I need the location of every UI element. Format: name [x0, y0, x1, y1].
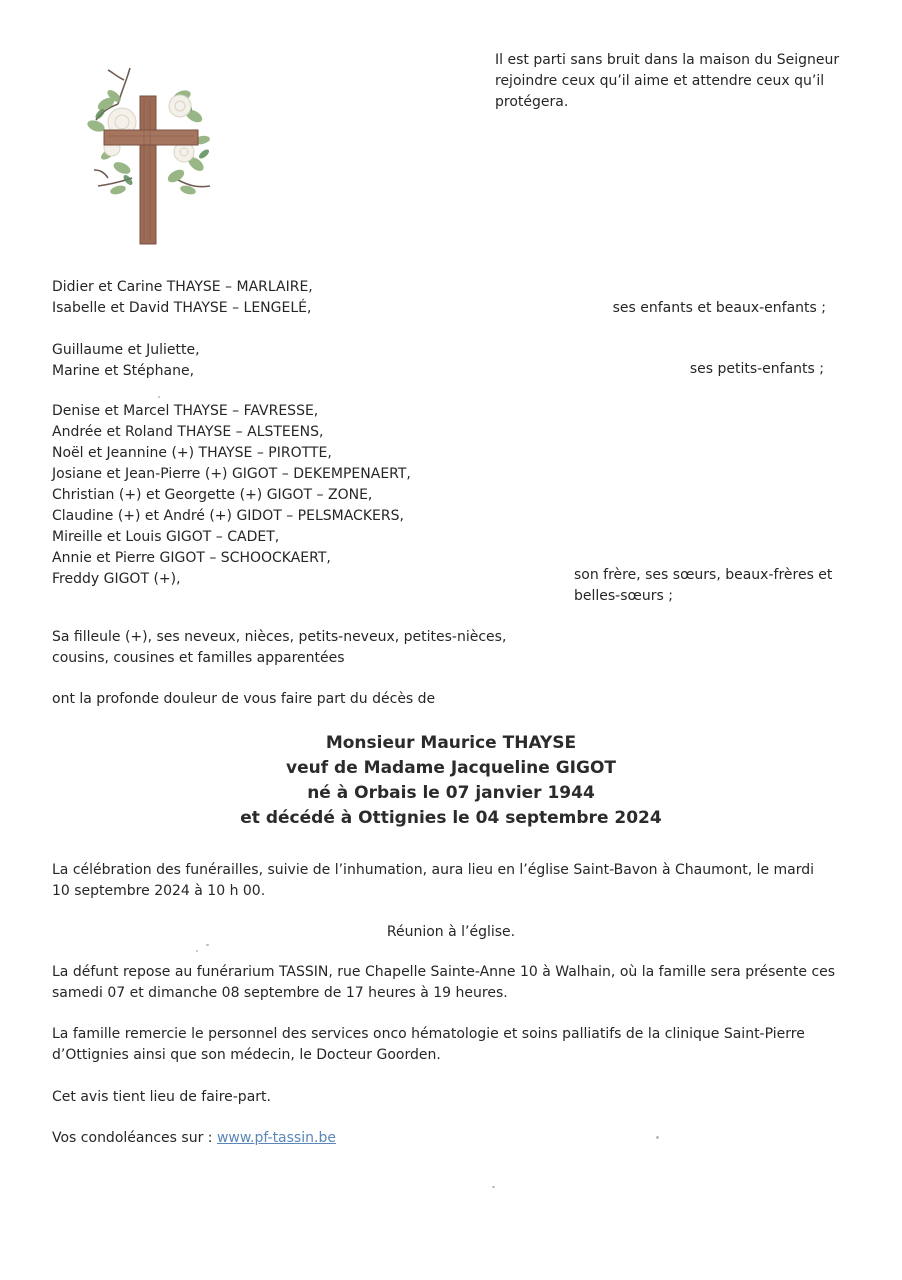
floral-cross-icon — [78, 60, 224, 248]
family-name: Guillaume et Juliette, — [52, 342, 200, 358]
family-name: Annie et Pierre GIGOT – SCHOOCKAERT, — [52, 550, 331, 566]
reunion-note: Réunion à l’église. — [386, 924, 516, 940]
family-siblings-role — [574, 565, 832, 607]
quote-line: Il est parti sans bruit dans la maison du Seigneur — [495, 52, 840, 68]
family-children-role — [613, 298, 826, 319]
quote-line: protégera. — [495, 94, 569, 110]
funeral-line: 10 septembre 2024 à 10 h 00. — [52, 883, 266, 899]
funeral-details — [52, 860, 832, 902]
thanks-paragraph — [52, 1024, 832, 1066]
notice-statement: Cet avis tient lieu de faire-part. — [52, 1089, 271, 1105]
visitation-line: La défunt repose au funérarium TASSIN, rue Chapelle Sainte-Anne 10 à Walhain, où la famille sera présente ces — [52, 964, 836, 980]
relationship-label: son frère, ses sœurs, beaux-frères et — [574, 567, 833, 583]
funeral-line: La célébration des funérailles, suivie de l’inhumation, aura lieu en l’église Saint-Bavon à Chaumont, le mardi — [52, 862, 815, 878]
family-name: Marine et Stéphane, — [52, 363, 195, 379]
relationship-label: ses petits-enfants ; — [689, 361, 824, 377]
thanks-line: d’Ottignies ainsi que son médecin, le Docteur Goorden. — [52, 1047, 441, 1063]
family-grandchildren-names — [52, 340, 200, 382]
family-name: Andrée et Roland THAYSE – ALSTEENS, — [52, 424, 324, 440]
visitation-details — [52, 962, 836, 1004]
family-name: Denise et Marcel THAYSE – FAVRESSE, — [52, 403, 319, 419]
death-info: et décédé à Ottignies le 04 septembre 2024 — [240, 808, 662, 828]
condolences-link[interactable]: www.pf-tassin.be — [216, 1130, 336, 1146]
deceased-announcement — [0, 731, 902, 831]
family-name: Noël et Jeannine (+) THAYSE – PIROTTE, — [52, 445, 332, 461]
quote-line: rejoindre ceux qu’il aime et attendre ceux qu’il — [495, 73, 825, 89]
family-name: Claudine (+) et André (+) GIDOT – PELSMACKERS, — [52, 508, 404, 524]
widower-of: veuf de Madame Jacqueline GIGOT — [286, 758, 616, 778]
family-name: Christian (+) et Georgette (+) GIGOT – ZONE, — [52, 487, 373, 503]
scan-speck — [492, 1186, 495, 1188]
family-siblings-names — [52, 401, 411, 590]
announcement-intro: ont la profonde douleur de vous faire part du décès de — [52, 691, 436, 707]
scan-speck — [206, 944, 209, 946]
thanks-line: La famille remercie le personnel des services onco hématologie et soins palliatifs de la clinique Saint-Pierre — [52, 1026, 805, 1042]
condolences-line — [52, 1128, 336, 1149]
relationship-label: ses enfants et beaux-enfants ; — [612, 300, 826, 316]
scan-speck — [196, 950, 198, 952]
relationship-label: belles-sœurs ; — [574, 588, 673, 604]
condolences-label: Vos condoléances sur : — [52, 1130, 213, 1146]
family-name: Freddy GIGOT (+), — [52, 571, 181, 587]
family-name: Mireille et Louis GIGOT – CADET, — [52, 529, 280, 545]
family-name: Isabelle et David THAYSE – LENGELÉ, — [52, 300, 312, 316]
family-children-names — [52, 277, 313, 319]
extended-family-line: cousins, cousines et familles apparentées — [52, 650, 345, 666]
family-name: Josiane et Jean-Pierre (+) GIGOT – DEKEMPENAERT, — [52, 466, 411, 482]
family-grandchildren-role — [690, 359, 824, 380]
extended-family-line: Sa filleule (+), ses neveux, nièces, petits-neveux, petites-nièces, — [52, 629, 507, 645]
opening-quote — [495, 50, 839, 113]
birth-info: né à Orbais le 07 janvier 1944 — [307, 783, 595, 803]
scan-speck — [656, 1136, 659, 1139]
family-name: Didier et Carine THAYSE – MARLAIRE, — [52, 279, 313, 295]
scan-speck — [158, 396, 160, 398]
deceased-name: Monsieur Maurice THAYSE — [325, 733, 577, 753]
visitation-line: samedi 07 et dimanche 08 septembre de 17 heures à 19 heures. — [52, 985, 508, 1001]
extended-family — [52, 627, 506, 669]
